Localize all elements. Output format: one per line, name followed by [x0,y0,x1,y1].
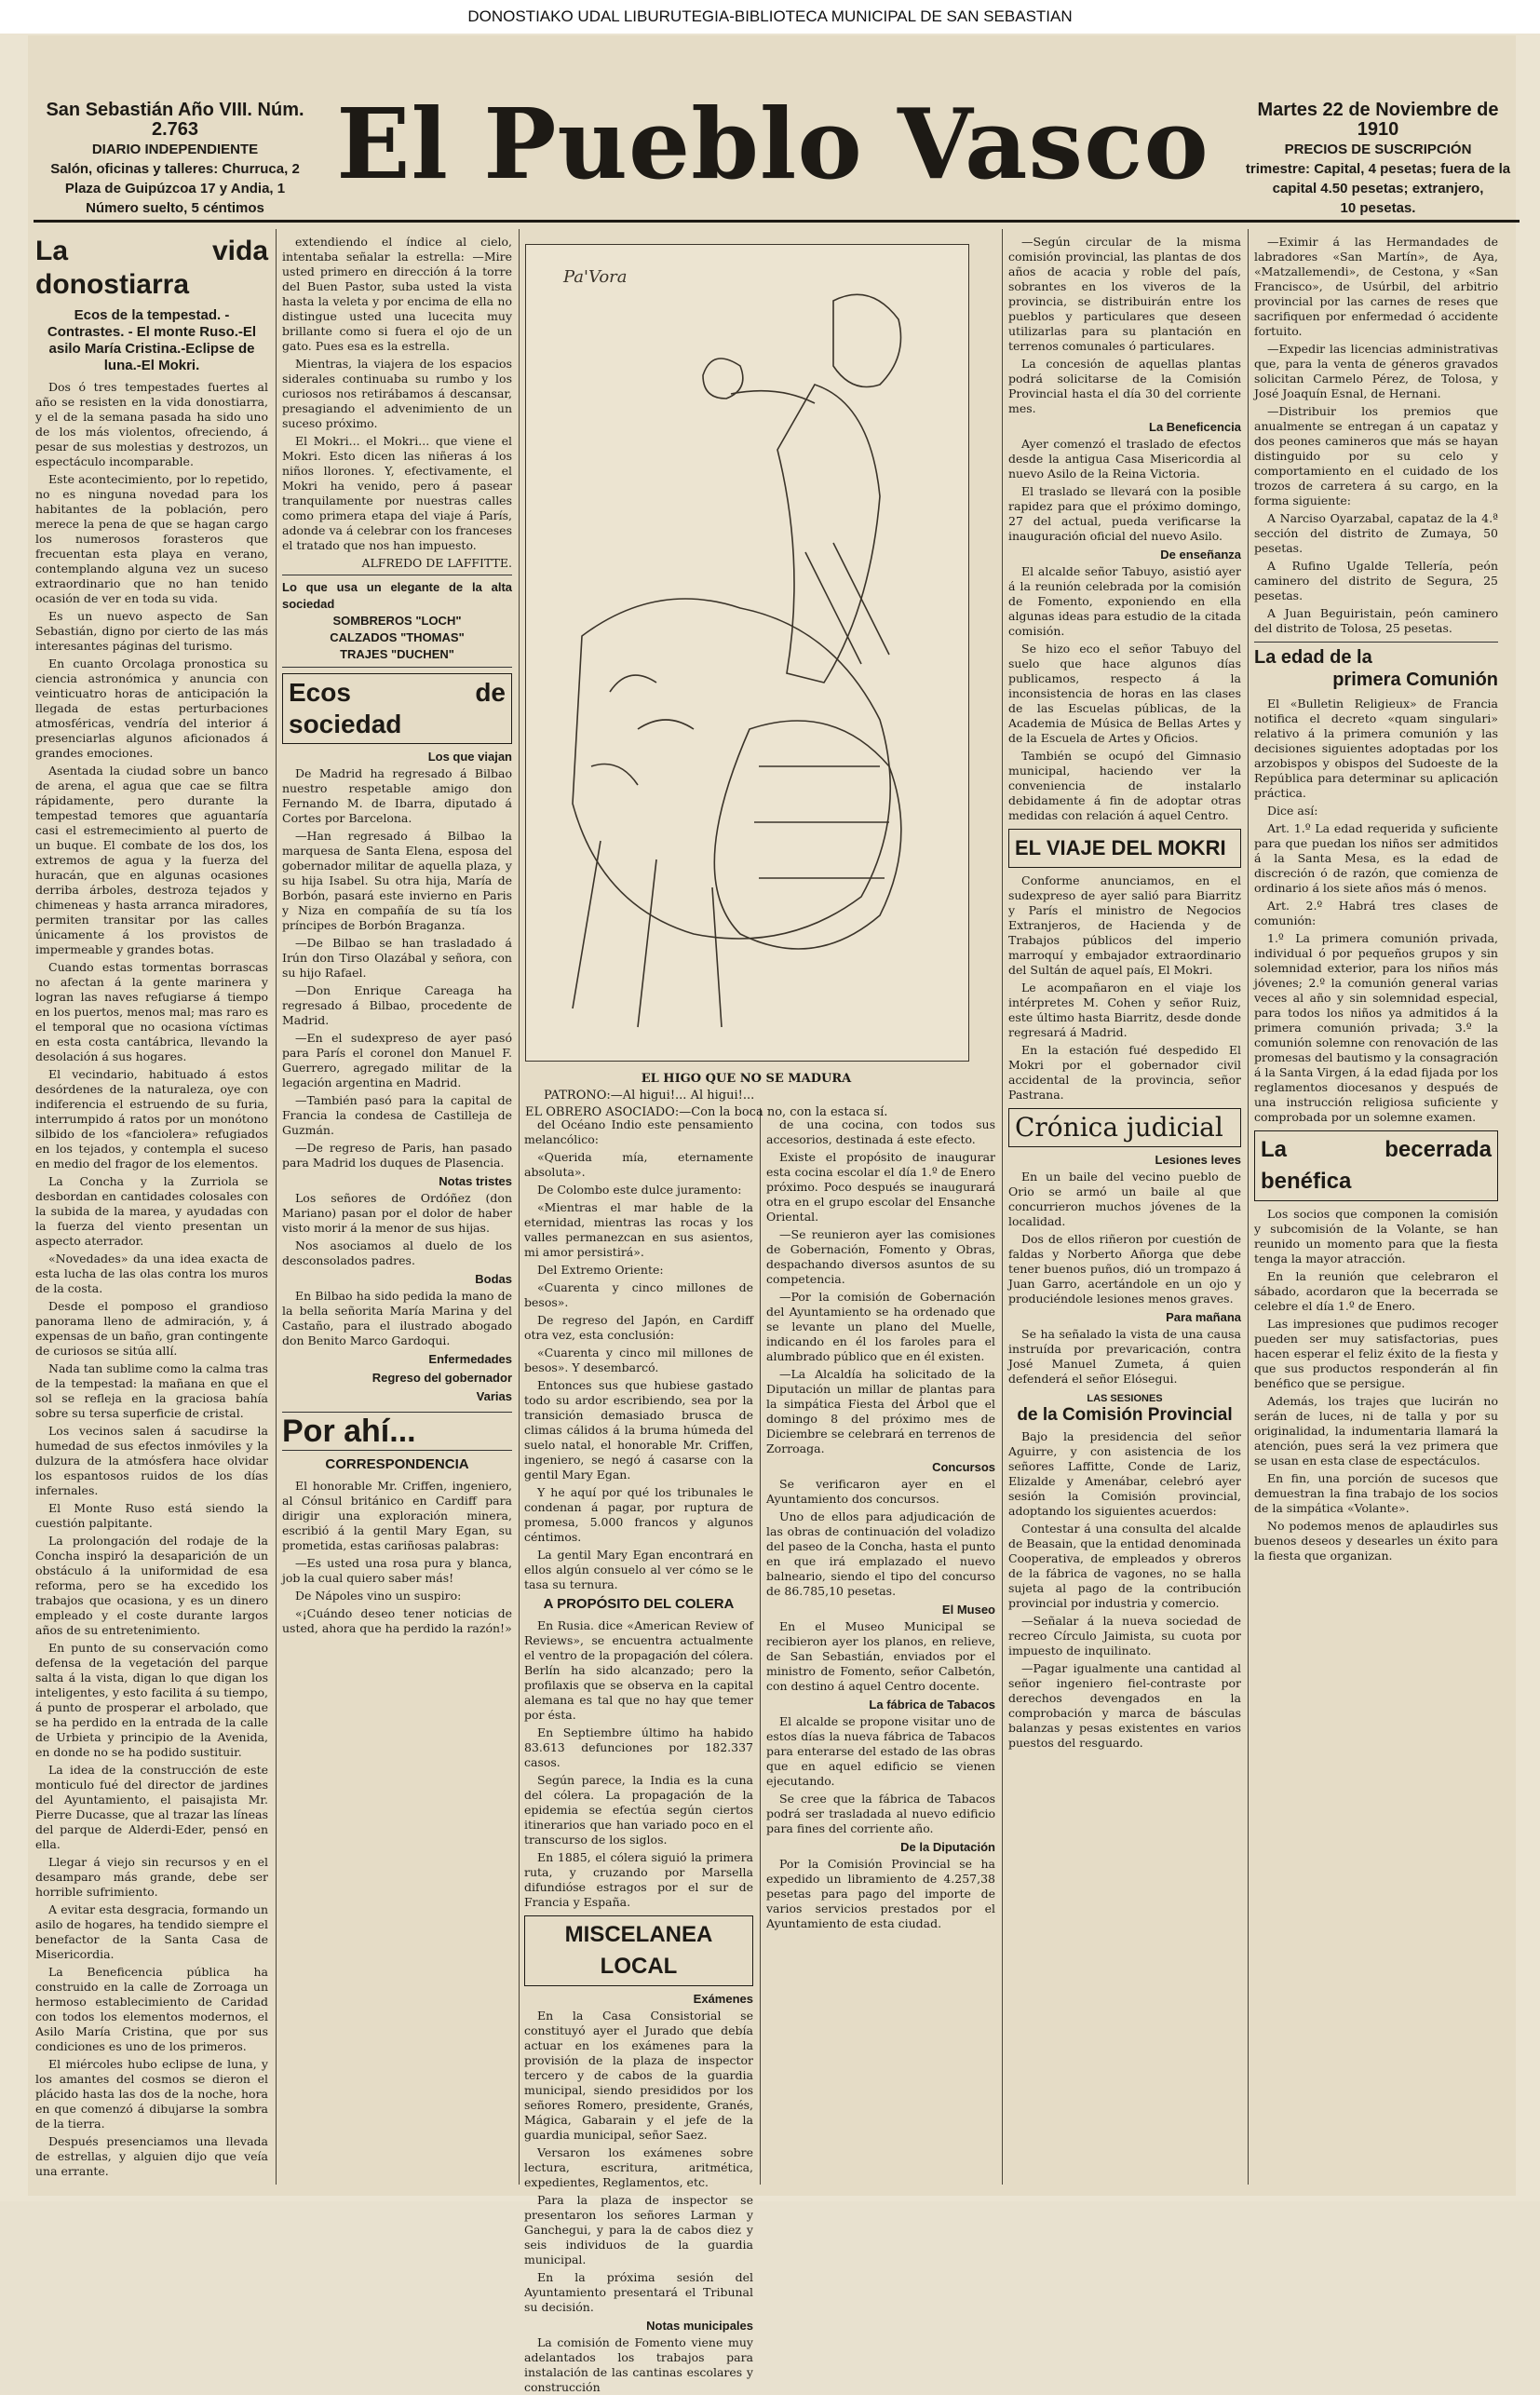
column-divider [1002,229,1003,2185]
office-address: Salón, oficinas y talleres: Churruca, 2 [50,161,300,177]
paragraph: Y he aquí por qué los tribunales le condenan á pagar, por ruptura de promesa, 5.000 francos y algunos céntimos. [524,1485,753,1544]
paragraph: —Don Enrique Careaga ha regresado á Bilbao, procedente de Madrid. [282,983,512,1027]
paragraph: «Novedades» da una idea exacta de esta lucha de las olas contra los muros de la costa. [35,1252,268,1295]
section-divider [1254,642,1498,643]
paragraph: La gentil Mary Egan encontrará en ellos algún consuelo al ver cómo se le tasa su ternura. [524,1548,753,1591]
newspaper-title: El Pueblo Vasco [336,87,1209,201]
column-vida-donostiarra [35,235,268,2185]
column-municipal [766,1117,995,2185]
section-subhead: Regreso del gobernador [371,1371,512,1385]
paragraph: Entonces sus que hubiese gastado todo su ardor escribiendo, sea por la transición demasiado brusca de climas cálidos á la bruma húmeda del suelo natal, el honorable Mr. Criffen, ingeniero, se negó á casarse con la gentil Mary Egan. [524,1378,753,1482]
section-subhead: Lesiones leves [1155,1153,1241,1167]
section-title: Ecos de sociedad [282,673,512,744]
paragraph: De Colombo este dulce juramento: [537,1183,742,1197]
paragraph: En Bilbao ha sido pedida la mano de la bella señorita María Marina y del Castaño, para el ilustrado abogado don Benito Marco Gardoqui. [282,1289,512,1347]
ad-line: CALZADOS "THOMAS" [330,630,465,644]
stick [731,391,815,403]
section-subhead: Varias [476,1389,512,1403]
paragraph: La prolongación del rodaje de la Concha inspiró la desaparición de un obstáculo á la uniformidad de esa reforma, pero se ha excedido los trabajos que ocasiona, y es un dinero empleado y el coste durante largos años de su entretenimiento. [35,1534,268,1637]
paper-type: DIARIO INDEPENDIENTE [91,142,259,157]
ad-line: SOMBREROS "LOCH" [332,614,462,628]
section-title: MISCELANEA LOCAL [524,1915,753,1986]
paragraph: A Rufino Ugalde Tellería, peón caminero del distrito de Segura, 25 pesetas. [1254,559,1498,602]
cartoon-drawing [526,245,968,1061]
paragraph: Se verificaron ayer en el Ayuntamiento dos concursos. [766,1477,995,1506]
paragraph: —Es usted una rosa pura y blanca, job la cual quiero saber más! [282,1556,512,1585]
paragraph: Art. 1.º La edad requerida y suficiente para que puedan los niños ser admitidos á la Santa Mesa, es la edad de discreción ó de razón, que comienza de ordinario á los siete años más ó menos. [1254,821,1498,895]
section-title: La becerrada benéfica [1254,1130,1498,1201]
paragraph: Cuando estas tormentas borrascas no afectan á la gente marinera y logran las naves refugiarse á tiempo en los puertos, menos mal; mas raro es el temporal que no ocasiona víctimas en esta costa cantábrica, llevando la desolación á sus hogares. [35,960,268,1063]
paragraph: 1.º La primera comunión privada, individual ó por pequeños grupos y sin solemnidad exterior, para los niños más jóvenes; 2.º la comunión general varias veces al año y sin solemnidad especial, para todos los niños ya admitidos á la primera comunión privada; 3.º la comunión solemne con renovación de las promesas del bautismo y la consagración á la Santa Virgen, á la edad fijada por los reglamentos diocesanos y después de una instrucción religiosa suficiente y comprobada por un solemne examen. [1254,931,1498,1124]
paragraph: En el Museo Municipal se recibieron ayer los planos, en relieve, de San Sebastián, enviados por el ministro de Fomento, señor Calbetón, con destino á aquel Centro docente. [766,1619,995,1693]
paragraph: El «Bulletin Religieux» de Francia notifica el decreto «quam singulari» relativo á la primera comunión y las decisiones siguientes adoptadas por los arzobispos y obispos del Sudoeste de la República para determinar su aplicación práctica. [1254,697,1498,800]
faces [591,675,694,785]
article-subtitle: Ecos de la tempestad. - Contrastes. - El monte Ruso.-El asilo María Cristina.-Eclipse de luna.-El Mokri. [47,307,257,373]
barrel [714,721,901,949]
paragraph: Se ha señalado la vista de una causa instruída por prevaricación, contra José Manuel Zumeta, á quien defenderá el señor Elósegui. [1008,1327,1241,1386]
paragraph: —La Alcaldía ha solicitado de la Diputación un millar de plantas para la simpática Fiesta del Árbol que el domingo 8 del próximo mes de Diciembre se celebrará en terrenos de Zorroaga. [766,1367,995,1455]
paragraph: Después presenciamos una llevada de estrellas, y alguien dijo que veía una errante. [35,2134,268,2178]
paragraph: Los socios que componen la comisión y subcomisión de la Volante, se han reunido un momento para que la fiesta tenga la mayor atracción. [1254,1207,1498,1265]
section-subhead: La fábrica de Tabacos [869,1698,995,1712]
section-subhead: Bodas [475,1272,512,1286]
paragraph: El alcalde señor Tabuyo, asistió ayer á la reunión celebrada por la comisión de Fomento, exponiendo en ella algunas ideas para estudio de la citada comisión. [1008,564,1241,638]
paragraph: El Mokri... el Mokri... que viene el Mokri. Esto dicen las niñeras á los niños llorones. Y, efectivamente, el Mokri ha venido, pero á pasear tranquilamente por nuestras calles como primera etapa del viaje á París, adonde va á celebrar con los franceses el tratado que nos han impuesto. [282,434,512,552]
paragraph: Uno de ellos para adjudicación de las obras de continuación del voladizo del paseo de la Concha, hasta el punto en que irá emplazado el nuevo balneario, siendo el tipo del concurso de 86.785,10 pesetas. [766,1509,995,1598]
paragraph: Las impresiones que pudimos recoger pueden ser muy satisfactorias, pues hacen esperar el feliz éxito de la fiesta y que sus productos responderán al fin benéfico que se persigue. [1254,1317,1498,1390]
paragraph: Del Extremo Oriente: [537,1263,664,1277]
paragraph: Llegar á viejo sin recursos y en el desamparo más grande, debe ser horrible sufrimiento. [35,1855,268,1899]
section-title: de la Comisión Provincial [1017,1405,1233,1425]
archive-banner: DONOSTIAKO UDAL LIBURUTEGIA-BIBLIOTECA MUNICIPAL DE SAN SEBASTIAN [0,0,1540,34]
section-subhead: Concursos [932,1460,995,1474]
section-title: primera Comunión [1332,670,1498,690]
advertisement [282,575,512,668]
column-ecos-sociedad [282,235,512,2185]
column-divider [1248,229,1249,2185]
paragraph: Este acontecimiento, por lo repetido, no es ninguna novedad para los habitantes de la población, pero merece la pena de que se hagan cargo los numerosos forasteros que frecuentan esta playa en verano, contemplando alguna vez un suceso extraordinario que no han tenido ocasión de ver en toda su vida. [35,472,268,605]
section-subhead: A PROPÓSITO DEL COLERA [543,1596,735,1612]
paragraph: De Madrid ha regresado á Bilbao nuestro respetable amigo don Fernando M. de Ibarra, diputado á Cortes por Barcelona. [282,766,512,825]
paragraph: Existe el propósito de inaugurar esta cocina escolar el día 1.º de Enero próximo. Poco después se inaugurará otra en el grupo escolar del Ensanche Oriental. [766,1150,995,1224]
section-subhead: Los que viajan [427,750,512,764]
section-subhead: El Museo [941,1603,995,1617]
paragraph: Desde el pomposo el grandioso panorama lleno de admiración, y, á expensas de un baño, gran contingente de curiosos se sitúa allí. [35,1299,268,1358]
artist-signature: Pa'Vora [563,267,628,287]
paragraph: —Eximir á las Hermandades de labradores «San Martín», de Aya, «Matzallemendi», de Cestona, y «San Francisco», de Usúrbil, del arbitrio provincial por las carnes de reses que sacrifiquen por enfermedad ó accidente fortuito. [1254,235,1498,338]
paragraph: El honorable Mr. Criffen, ingeniero, al Cónsul británico en Cardiff para dirigir una exploración minera, escribió á la gentil Mary Egan, su prometida, estas cariñosas palabras: [282,1479,512,1552]
section-subhead: CORRESPONDENCIA [325,1456,469,1472]
paragraph: de una cocina, con todos sus accesorios, destinada á este efecto. [766,1117,995,1146]
paragraph: Se hizo eco el señor Tabuyo del suelo que hace algunos días publicamos, respecto á la inconsistencia de horas en las clases de las Escuelas públicas, de la Academia de Música de Bellas Artes y de la Escuela de Artes y Oficios. [1008,642,1241,745]
paragraph: Además, los trajes que lucirán no serán de luces, ni de talla y por su originalidad, la indumentaria llamará la atención, pues será la vez primera que se usan en esta clase de espectáculos. [1254,1394,1498,1468]
issue-date: Martes 22 de Noviembre de 1910 [1257,100,1499,140]
paragraph: —Señalar á la nueva sociedad de recreo Círculo Jaimista, su cuota por impuesto de inquilinato. [1008,1614,1241,1658]
paragraph: Asentada la ciudad sobre un banco de arena, el agua que cae se filtra rápidamente, pero durante la tempestad temores que aguantaría casi el estremecimiento al puerto de un buque. El combate de los dos, los extremos de agua y la fuerza del huracán, que en algunas ocasiones derriba árboles, destroza tejados y chimeneas y hasta arranca miradores, permiten transitar por las calles únicamente á los provistos de impermeable y grandes botas. [35,764,268,956]
column-miscelanea [524,1117,753,2394]
column-comunion [1254,235,1498,2185]
subscription-price: trimestre: Capital, 4 pesetas; fuera de la [1245,161,1511,177]
section-subhead: Para mañana [1166,1310,1241,1324]
caption-line: PATRONO:—Al higui!... Al higui!... [544,1089,755,1103]
section-title: La edad de la [1254,647,1372,668]
section-title: Por ahí... [282,1412,512,1451]
paragraph: En Septiembre último ha habido 83.613 defunciones por 182.337 casos. [524,1725,753,1769]
masthead-rule [34,220,1520,223]
paragraph: Contestar á una consulta del alcalde de Beasain, que la entidad denominada Cooperativa, de empleados y obreros de la fábrica de vagones, no se halla sujeta al pago de la contribución provincial por industria y comercio. [1008,1522,1241,1610]
paragraph: Versaron los exámenes sobre lectura, escritura, aritmética, expedientes, Reglamentos, etc. [524,2145,753,2189]
paragraph: —Expedir las licencias administrativas que, para la venta de géneros gravados solicitan Carmelo Pérez, de Tolosa, y José Joaquín Esnal, de Hernani. [1254,342,1498,400]
paragraph: Nos asociamos al duelo de los desconsolados padres. [282,1238,512,1267]
paragraph: Bajo la presidencia del señor Aguirre, y con asistencia de los señores Laffitte, Conde de Lariz, Elizalde y Amenábar, celebró ayer sesión la Comisión provincial, adoptando los siguientes acuerdos: [1008,1429,1241,1518]
paragraph: Nada tan sublime como la calma tras de la tempestad: la mañana en que el sol se refleja en la graciosa bahía sobre su tersa superficie de cristal. [35,1361,268,1420]
section-subhead: La Beneficencia [1149,420,1241,434]
section-kicker: LAS SESIONES [1087,1393,1163,1404]
banner-strip [805,543,889,664]
paragraph: A evitar esta desgracia, formando un asilo de hogares, ha tendido siempre el benefactor de la Santa Casa de Misericordia. [35,1902,268,1961]
paragraph: Ayer comenzó el traslado de efectos desde la antigua Casa Misericordia al nuevo Asilo de la Reina Victoria. [1008,437,1241,480]
paragraph: —De regreso de Paris, han pasado para Madrid los duques de Plasencia. [282,1141,512,1170]
header-right-info [1238,101,1518,218]
paragraph: En cuanto Orcolaga pronostica su ciencia astronómica y anuncia con veinticuatro horas de anticipación la llegada de estas perturbaciones atmosféricas, vendría del interior á presenciarlas algunos aficionados á grandes emociones. [35,656,268,760]
paragraph: del Océano Indio este pensamiento melancólico: [524,1117,753,1146]
paragraph: El traslado se llevará con la posible rapidez para que el próximo domingo, 27 del actual, pueda verificarse la inauguración oficial del nuevo Asilo. [1008,484,1241,543]
paragraph: Mientras, la viajera de los espacios siderales continuaba su rumbo y los curiosos nos retirábamos á descansar, presagiando el advenimiento de un suceso próximo. [282,357,512,430]
subscription-price-2: capital 4.50 pesetas; extranjero, [1272,181,1484,196]
section-subhead: Exámenes [693,1992,753,2006]
paragraph: Conforme anunciamos, en el sudexpreso de ayer salió para Biarritz y París el ministro de Negocios Extranjeros, de Hacienda y de Trabajos públicos del imperio marroquí y embajador extraordinario del Sultán de aquel país, El Mokri. [1008,873,1241,977]
paragraph: —Según circular de la misma comisión provincial, las plantas de dos años de acacia y roble del país, sobrantes en los viveros de la provincia, se distribuirán entre los pueblos y particulares que deseen utilizarlas para su plantación en terrenos comunales ó particulares. [1008,235,1241,353]
paragraph: —Se reunieron ayer las comisiones de Gobernación, Fomento y Obras, despachando diversos asuntos de su competencia. [766,1227,995,1286]
issue-price: Número suelto, 5 céntimos [86,200,264,216]
paragraph: Art. 2.º Habrá tres clases de comunión: [1254,899,1498,927]
paragraph: Para la plaza de inspector se presentaron los señores Larman y Ganchegui, y para la de cabos diez y seis individuos de la guardia municipal. [524,2193,753,2266]
paragraph: En punto de su conservación como defensa de la vegetación del parque salta á la vista, digan lo que digan los inteligentes, y esto facilita á su tiempo, á punto de prosperar el arbolado, que se ha perdido en la entrada de la calle de Urbieta y principio de la Avenida, en donde no se ha podido sustituir. [35,1641,268,1759]
caption-title: EL HIGO QUE NO SE MADURA [641,1072,852,1086]
paragraph: La comisión de Fomento viene muy adelantados los trabajos para instalación de las cantinas escolares y construcción [524,2335,753,2394]
paragraph: Los vecinos salen á sacudirse la humedad de sus efectos inmóviles y la dulzura de la atmósfera hace olvidar los espantosos ruidos de los días infernales. [35,1424,268,1497]
section-subhead: Notas tristes [439,1174,512,1188]
paragraph: Los señores de Ordóñez (don Mariano) pasan por el dolor de haber visto morir á la menor de sus hijas. [282,1191,512,1235]
paragraph: En la estación fué despedido El Mokri por el gobernador civil accidental de la provincia, señor Pastrana. [1008,1043,1241,1102]
issue-info: San Sebastián Año VIII. Núm. 2.763 [46,100,304,140]
section-subhead: De enseñanza [1160,548,1241,562]
paragraph: «Cuarenta y cinco millones de besos». [524,1280,753,1309]
section-title: EL VIAJE DEL MOKRI [1008,829,1241,868]
header-left-info [35,101,315,218]
office-address-2: Plaza de Guipúzcoa 17 y Andia, 1 [64,181,286,196]
paragraph: «Mientras el mar hable de la eternidad, mientras las rocas y los valles permanezcan en sus asientos, mi amor persistirá». [524,1200,753,1259]
cartoon-illustration [525,244,969,1062]
paragraph: La Concha y la Zurriola se desbordan en cantidades colosales con la subida de la marea, y ayudadas con la fuerza del viento presentan un aspecto aterrador. [35,1174,268,1248]
ad-line: TRAJES "DUCHEN" [340,647,454,661]
section-subhead: De la Diputación [900,1840,995,1854]
paragraph: Dos ó tres tempestades fuertes al año se resisten en la vida donostiarra, y el de la semana pasada ha sido uno de los más violentos, ofreciendo, á pesar de sus molestias y destrozos, un espectáculo incomparable. [35,380,268,468]
section-subhead: Enfermedades [428,1352,512,1366]
paragraph: Según parece, la India es la cuna del cólera. La propagación de la epidemia se efectúa según ciertos itinerarios que han variado poco en el transcurso de los siglos. [524,1773,753,1847]
paragraph: «Querida mía, eternamente absoluta». [524,1150,753,1179]
paragraph: En fin, una porción de sucesos que demuestran la fina trabajo de los socios de la simpática «Volante». [1254,1471,1498,1515]
caption-line: EL OBRERO ASOCIADO:—Con la boca no, con la estaca sí. [525,1105,888,1119]
paragraph: El miércoles hubo eclipse de luna, y los amantes del cosmos se dieron el plácido hasta las dos de la noche, hora en que comenzó á dibujarse la sombra de la tierra. [35,2057,268,2131]
paragraph: No podemos menos de aplaudirles sus buenos deseos y desearles un éxito para la fiesta que organizan. [1254,1519,1498,1563]
patron-head [833,294,901,386]
paragraph: En 1885, el cólera siguió la primera ruta, y cruzando por Marsella difundióse estragos por el sur de Francia y España. [524,1850,753,1909]
paragraph: —De Bilbao se han trasladado á Irún don Tirso Olazábal y señora, con su hijo Rafael. [282,936,512,980]
paragraph: Es un nuevo aspecto de San Sebastián, digno por cierto de las más interesantes páginas del turismo. [35,609,268,653]
paragraph: extendiendo el índice al cielo, intentaba señalar la estrella: —Mire usted primero en dirección á la torre del Buen Pastor, suba usted la vista hasta la veleta y por encima de ella no distingue usted una lucecita muy brillante como si fuera el ojo de un gato. Pues esa es la estrella. [282,235,512,353]
paragraph: Dos de ellos riñeron por cuestión de faldas y Norberto Añorga que debe tener buenos puños, dió un trompazo á Juan Garro, acertándole en un ojo y produciéndole lesiones menos graves. [1008,1232,1241,1306]
paragraph: A Juan Beguiristain, peón caminero del distrito de Tolosa, 25 pesetas. [1254,606,1498,635]
paragraph: —Distribuir los premios que anualmente se entregan á un capataz y dos peones camineros que más se hayan distinguido por su celo y comportamiento en el cuidado de los trozos de carretera á su cargo, en la forma siguiente: [1254,404,1498,507]
paragraph: El vecindario, habituado á estos desórdenes de la naturaleza, oye con indiferencia el estruendo de su furia, interrumpido á ratos por un monótono silbido de los «fanciolera» refugiados en los tejados, y contempla el suceso en medio del fragor de los elementos. [35,1067,268,1170]
paragraph: En la reunión que celebraron el sábado, acordaron que la becerrada se celebre el día 1.º de Enero. [1254,1269,1498,1313]
cartoon-caption [525,1071,967,1121]
paragraph: La idea de la construcción de este monticulo fué del director de jardines del Ayuntamiento, el paisajista Mr. Pierre Ducasse, que al trazar las líneas del parque de Alderdi-Eder, pensó en ella. [35,1763,268,1851]
column-divider [519,229,520,2185]
paragraph: En la próxima sesión del Ayuntamiento presentará el Tribunal su decisión. [524,2270,753,2314]
paragraph: De Nápoles vino un suspiro: [295,1589,462,1603]
paragraph: En la Casa Consistorial se constituyó ayer el Jurado que debía actuar en los exámenes para la provisión de la plaza de inspector tercero y de cabos de la guardia municipal, siendo presididos por los señores Romero, presidente, Granés, Mágica, Gabarain y el jefe de la guardia municipal, señor Saez. [524,2009,753,2142]
paragraph: De regreso del Japón, en Cardiff otra vez, esta conclusión: [524,1313,753,1342]
column-divider [760,1108,761,2185]
legs [573,841,722,1027]
paragraph: A Narciso Oyarzabal, capataz de la 4.ª sección del distrito de Zumaya, 50 pesetas. [1254,511,1498,555]
paragraph: —Pagar igualmente una cantidad al señor ingeniero fiel-contraste por derechos devengados en la comprobación y marca de básculas balanzas y pesas existentes en varios puestos del resguardo. [1008,1661,1241,1750]
article-title: La vida donostiarra [35,236,268,300]
paragraph: Dice así: [1267,804,1318,818]
paragraph: La concesión de aquellas plantas podrá solicitarse de la Comisión Provincial hasta el día 30 del corriente mes. [1008,357,1241,415]
paragraph: «Cuarenta y cinco mil millones de besos». Y desembarcó. [524,1346,753,1374]
section-title: Crónica judicial [1008,1108,1241,1147]
barrel-bands [754,766,889,878]
patron-body [777,385,880,683]
paragraph: —En el sudexpreso de ayer pasó para París el coronel don Manuel F. Guerrero, agregado militar de la legación argentina en Madrid. [282,1031,512,1089]
paragraph: —Han regresado á Bilbao la marquesa de Santa Elena, esposa del gobernador militar de aquella plaza, y su hija Isabel. Su otra hija, María de Borbón, pasará este invierno en Paris y Niza en compañía de su tía los príncipes de Borbón Braganza. [282,829,512,932]
paragraph: En un baile del vecino pueblo de Orio se armó un baile al que concurrieron muchos jóvenes de la localidad. [1008,1170,1241,1228]
column-provincial [1008,235,1241,2185]
paragraph: El Monte Ruso está siendo la cuestión palpitante. [35,1501,268,1530]
author-signature: ALFREDO DE LAFFITTE. [361,556,512,570]
paragraph: Le acompañaron en el viaje los intérpretes M. Cohen y señor Ruiz, este último hasta Biarritz, desde donde regresará á Madrid. [1008,981,1241,1039]
subscription-heading: PRECIOS DE SUSCRIPCIÓN [1284,142,1472,157]
subscription-price-3: 10 pesetas. [1340,200,1416,216]
column-divider [276,229,277,2185]
paragraph: El alcalde se propone visitar uno de estos días la nueva fábrica de Tabacos para enterarse del estado de las obras que en aquel edificio se vienen ejecutando. [766,1714,995,1788]
ad-title: Lo que usa un elegante de la alta sociedad [282,580,512,611]
paragraph: También se ocupó del Gimnasio municipal, haciendo ver la conveniencia de instalarlo debidamente á fin de adoptar otras medidas con relación á aquel Centro. [1008,749,1241,822]
paragraph: La Beneficencia pública ha construido en la calle de Zorroaga un hermoso establecimiento de Caridad con todos los elementos modernos, el Asilo María Cristina, que por sus condiciones es uno de los primeros. [35,1965,268,2053]
paragraph: Se cree que la fábrica de Tabacos podrá ser trasladada al nuevo edificio para fines del corriente año. [766,1792,995,1835]
paragraph: «¡Cuándo deseo tener noticias de usted, ahora que ha perdido la razón!» [282,1606,512,1635]
paragraph: Por la Comisión Provincial se ha expedido un libramiento de 4.257,38 pesetas para pago del importe de varios servicios prestados por el Ayuntamiento de esta ciudad. [766,1857,995,1930]
paragraph: —Por la comisión de Gobernación del Ayuntamiento se ha ordenado que se levante un plano del Muelle, indicando en él los faroles para el alumbrado público que en él existen. [766,1290,995,1363]
paragraph: —También pasó para la capital de Francia la condesa de Castilleja de Guzmán. [282,1093,512,1137]
section-subhead: Notas municipales [646,2319,753,2333]
paragraph: En Rusia. dice «American Review of Reviews», se encuentra actualmente el ventro de la propagación del cólera. Berlín ha sido alcanzado; pero la profilaxis que se observa en la capital alemana es tal que no hay que temer por ésta. [524,1618,753,1722]
fig [703,359,743,399]
